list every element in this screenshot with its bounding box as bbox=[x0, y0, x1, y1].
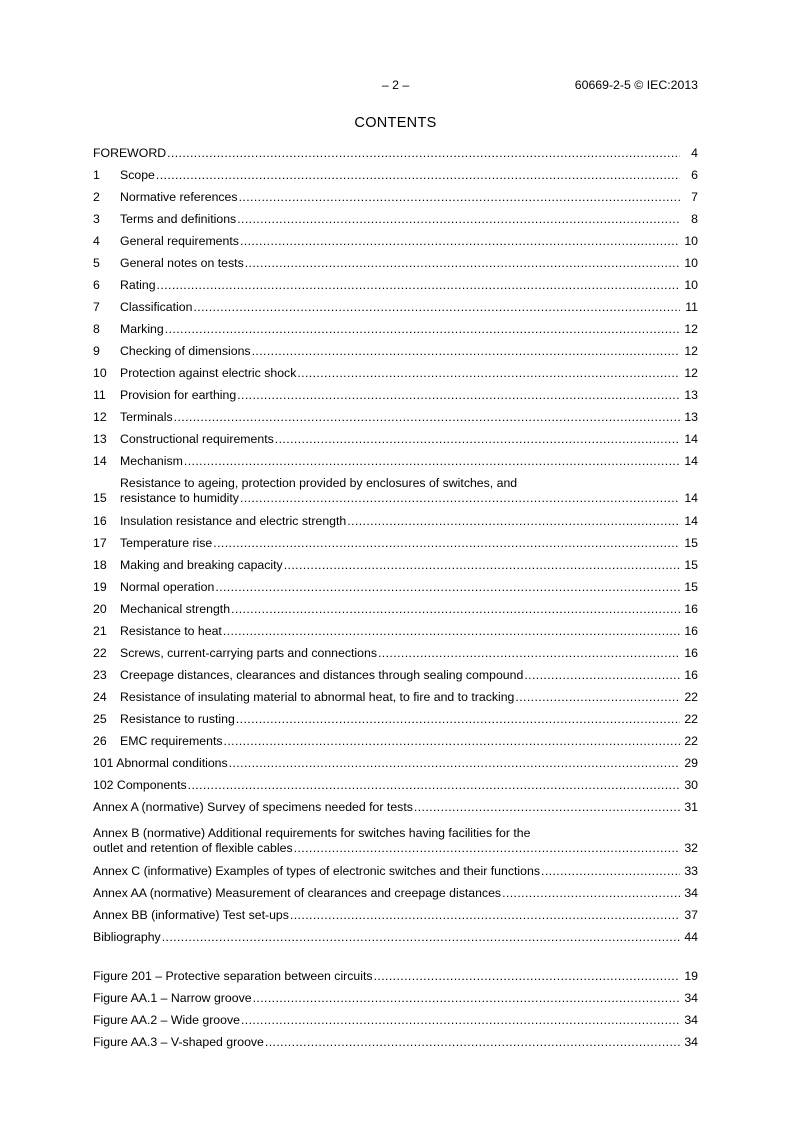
toc-entry-page: 4 bbox=[691, 146, 698, 160]
toc-entry[interactable] bbox=[93, 558, 698, 574]
dot-leader bbox=[237, 388, 680, 402]
dot-leader bbox=[502, 886, 680, 900]
toc-entry-title: Provision for earthing bbox=[120, 388, 237, 402]
toc-entry-number: 8 bbox=[93, 322, 100, 336]
dot-leader bbox=[347, 514, 680, 528]
page-number: – 2 – bbox=[381, 78, 410, 92]
toc-entry-number: 22 bbox=[93, 646, 107, 660]
toc-entry-title: Terminals bbox=[120, 410, 173, 424]
toc-entry-number: 17 bbox=[93, 536, 107, 550]
dot-leader bbox=[239, 190, 680, 204]
toc-entry[interactable] bbox=[93, 300, 698, 316]
toc-entry-title: Annex AA (normative) Measurement of clearances and creepage distances bbox=[93, 886, 502, 900]
toc-entry-title: Annex C (informative) Examples of types of electronic switches and their functions bbox=[93, 864, 540, 878]
toc-entry-page: 14 bbox=[684, 514, 698, 528]
toc-entry-page: 37 bbox=[684, 908, 698, 922]
toc-entry[interactable] bbox=[93, 930, 698, 946]
toc-entry-title: Insulation resistance and electric strength bbox=[120, 514, 347, 528]
dot-leader bbox=[297, 366, 680, 380]
toc-entry[interactable] bbox=[93, 908, 698, 924]
dot-leader bbox=[240, 234, 680, 248]
toc-entry-title: General notes on tests bbox=[120, 256, 244, 270]
toc-entry-page: 10 bbox=[684, 234, 698, 248]
dot-leader bbox=[245, 256, 680, 270]
dot-leader bbox=[215, 580, 680, 594]
toc-entry[interactable] bbox=[93, 410, 698, 426]
toc-entry-page: 12 bbox=[684, 344, 698, 358]
toc-entry[interactable] bbox=[93, 536, 698, 552]
toc-entry-page: 13 bbox=[684, 388, 698, 402]
dot-leader bbox=[223, 624, 680, 638]
toc-entry[interactable] bbox=[93, 432, 698, 448]
toc-entry-page: 16 bbox=[684, 624, 698, 638]
toc-entry-number: 23 bbox=[93, 668, 107, 682]
dot-leader bbox=[167, 146, 680, 160]
toc-entry-page: 22 bbox=[684, 712, 698, 726]
toc-entry-page: 10 bbox=[684, 256, 698, 270]
toc-entry[interactable] bbox=[93, 322, 698, 338]
toc-entry-title: Mechanism bbox=[120, 454, 183, 468]
toc-entry-page: 34 bbox=[684, 886, 698, 900]
toc-entry[interactable] bbox=[93, 1013, 698, 1029]
toc-entry[interactable] bbox=[93, 756, 698, 772]
toc-entry-number: 16 bbox=[93, 514, 107, 528]
toc-entry-page: 30 bbox=[684, 778, 698, 792]
toc-entry-page: 31 bbox=[684, 800, 698, 814]
dot-leader bbox=[188, 778, 680, 792]
toc-entry[interactable] bbox=[93, 278, 698, 294]
toc-entry-page: 34 bbox=[684, 991, 698, 1005]
toc-entry-number: 25 bbox=[93, 712, 107, 726]
toc-entry-page: 16 bbox=[684, 602, 698, 616]
toc-entry[interactable] bbox=[93, 580, 698, 596]
dot-leader bbox=[374, 969, 680, 983]
toc-entry[interactable] bbox=[93, 668, 698, 684]
toc-entry-page: 34 bbox=[684, 1013, 698, 1027]
toc-entry-number: 4 bbox=[93, 234, 100, 248]
toc-entry-title: Protection against electric shock bbox=[120, 366, 297, 380]
toc-entry-number: 21 bbox=[93, 624, 107, 638]
toc-entry-number: 1 bbox=[93, 168, 100, 182]
toc-entry-title: Figure AA.3 – V-shaped groove bbox=[93, 1035, 264, 1049]
page-header bbox=[93, 78, 698, 94]
toc-entry[interactable] bbox=[93, 190, 698, 206]
dot-leader bbox=[193, 300, 680, 314]
toc-entry-title: 102 Components bbox=[93, 778, 187, 792]
toc-entry-page: 12 bbox=[684, 322, 698, 336]
dot-leader bbox=[294, 841, 680, 855]
toc-entry-page: 13 bbox=[684, 410, 698, 424]
toc-entry-title: Making and breaking capacity bbox=[120, 558, 283, 572]
toc-entry-number: 24 bbox=[93, 690, 107, 704]
dot-leader bbox=[378, 646, 680, 660]
dot-leader bbox=[237, 212, 680, 226]
toc-entry-number: 7 bbox=[93, 300, 100, 314]
toc-entry-number: 19 bbox=[93, 580, 107, 594]
toc-entry-title: Terms and definitions bbox=[120, 212, 237, 226]
toc-entry-title: 101 Abnormal conditions bbox=[93, 756, 228, 770]
toc-entry-title: FOREWORD bbox=[93, 146, 167, 160]
dot-leader bbox=[184, 454, 680, 468]
toc-entry-title: Bibliography bbox=[93, 930, 161, 944]
toc-entry[interactable] bbox=[93, 234, 698, 250]
dot-leader bbox=[174, 410, 680, 424]
toc-entry[interactable] bbox=[93, 864, 698, 880]
dot-leader bbox=[165, 322, 680, 336]
toc-entry[interactable] bbox=[93, 1035, 698, 1051]
toc-entry-page: 19 bbox=[684, 969, 698, 983]
toc-entry-number: 6 bbox=[93, 278, 100, 292]
toc-entry-title: Normative references bbox=[120, 190, 238, 204]
toc-entry-title: outlet and retention of flexible cables bbox=[93, 841, 293, 855]
toc-entry[interactable] bbox=[93, 514, 698, 530]
toc-entry-page: 15 bbox=[684, 580, 698, 594]
dot-leader bbox=[290, 908, 680, 922]
toc-entry-number: 13 bbox=[93, 432, 107, 446]
document-reference: 60669-2-5 © IEC:2013 bbox=[574, 78, 698, 92]
toc-entry-number: 15 bbox=[93, 491, 107, 505]
dot-leader bbox=[156, 168, 680, 182]
toc-entry-page: 7 bbox=[691, 190, 698, 204]
toc-entry-title: Screws, current-carrying parts and connections bbox=[120, 646, 377, 660]
toc-entry-title: Temperature rise bbox=[120, 536, 213, 550]
toc-entry-number: 11 bbox=[93, 388, 106, 402]
dot-leader bbox=[157, 278, 680, 292]
dot-leader bbox=[524, 668, 680, 682]
toc-entry[interactable] bbox=[93, 991, 698, 1007]
toc-entry-page: 32 bbox=[684, 841, 698, 855]
dot-leader bbox=[241, 1013, 680, 1027]
toc-entry-number: 26 bbox=[93, 734, 107, 748]
toc-entry-number: 14 bbox=[93, 454, 107, 468]
toc-entry-number: 18 bbox=[93, 558, 107, 572]
toc-entry-page: 6 bbox=[691, 168, 698, 182]
toc-entry[interactable] bbox=[93, 476, 698, 507]
toc-entry-page: 14 bbox=[684, 454, 698, 468]
toc-entry-title: Resistance of insulating material to abnormal heat, to fire and to tracking bbox=[120, 690, 515, 704]
toc-entry-title: Rating bbox=[120, 278, 156, 292]
toc-entry[interactable] bbox=[93, 734, 698, 750]
toc-entry-title: Creepage distances, clearances and distances through sealing compound bbox=[120, 668, 524, 682]
toc-entry-title: Constructional requirements bbox=[120, 432, 274, 446]
toc-entry[interactable] bbox=[93, 212, 698, 228]
toc-entry-page: 22 bbox=[684, 690, 698, 704]
dot-leader bbox=[284, 558, 680, 572]
dot-leader bbox=[240, 491, 680, 505]
toc-entry-page: 14 bbox=[684, 491, 698, 505]
toc-entry-title: Scope bbox=[120, 168, 155, 182]
page-title: CONTENTS bbox=[354, 115, 437, 131]
toc-entry[interactable] bbox=[93, 800, 698, 816]
toc-entry-page: 34 bbox=[684, 1035, 698, 1049]
toc-entry-page: 11 bbox=[685, 300, 698, 314]
dot-leader bbox=[231, 602, 680, 616]
toc-entry-title: Annex BB (informative) Test set-ups bbox=[93, 908, 289, 922]
toc-entry[interactable] bbox=[93, 712, 698, 728]
toc-entry-title: Figure AA.1 – Narrow groove bbox=[93, 991, 252, 1005]
dot-leader bbox=[213, 536, 680, 550]
toc-entry-page: 16 bbox=[684, 668, 698, 682]
toc-entry-title: Mechanical strength bbox=[120, 602, 231, 616]
toc-entry[interactable] bbox=[93, 344, 698, 360]
toc-entry-title: resistance to humidity bbox=[120, 491, 239, 505]
toc-entry[interactable] bbox=[93, 826, 698, 857]
toc-entry-page: 8 bbox=[691, 212, 698, 226]
toc-entry-page: 10 bbox=[684, 278, 698, 292]
dot-leader bbox=[162, 930, 680, 944]
toc-entry[interactable] bbox=[93, 646, 698, 662]
dot-leader bbox=[275, 432, 680, 446]
toc-entry-number: 2 bbox=[93, 190, 100, 204]
toc-entry[interactable] bbox=[93, 146, 698, 162]
dot-leader bbox=[224, 734, 680, 748]
toc-entry-title: Resistance to heat bbox=[120, 624, 222, 638]
dot-leader bbox=[541, 864, 680, 878]
toc-entry[interactable] bbox=[93, 454, 698, 470]
toc-entry-title-line1: Resistance to ageing, protection provided by enclosures of switches, and bbox=[120, 476, 518, 490]
toc-entry[interactable] bbox=[93, 969, 698, 985]
toc-entry[interactable] bbox=[93, 366, 698, 382]
toc-entry-title: EMC requirements bbox=[120, 734, 223, 748]
dot-leader bbox=[265, 1035, 680, 1049]
toc-entry[interactable] bbox=[93, 388, 698, 404]
toc-entry-page: 22 bbox=[684, 734, 698, 748]
dot-leader bbox=[414, 800, 680, 814]
toc-entry-page: 12 bbox=[684, 366, 698, 380]
toc-entry-title: Annex A (normative) Survey of specimens needed for tests bbox=[93, 800, 413, 814]
toc-entry-number: 10 bbox=[93, 366, 107, 380]
toc-entry-page: 29 bbox=[684, 756, 698, 770]
toc-entry-title: Marking bbox=[120, 322, 164, 336]
toc-entry[interactable] bbox=[93, 624, 698, 640]
toc-entry-title: Resistance to rusting bbox=[120, 712, 235, 726]
toc-entry[interactable] bbox=[93, 168, 698, 184]
toc-entry-number: 3 bbox=[93, 212, 100, 226]
toc-entry[interactable] bbox=[93, 778, 698, 794]
toc-entry[interactable] bbox=[93, 602, 698, 618]
dot-leader bbox=[229, 756, 680, 770]
toc-entry-title: Normal operation bbox=[120, 580, 215, 594]
toc-entry-page: 44 bbox=[684, 930, 698, 944]
toc-entry[interactable] bbox=[93, 256, 698, 272]
dot-leader bbox=[253, 991, 680, 1005]
toc-entry-title: Figure 201 – Protective separation between circuits bbox=[93, 969, 373, 983]
toc-entry-title: Classification bbox=[120, 300, 193, 314]
dot-leader bbox=[252, 344, 680, 358]
toc-entry-page: 16 bbox=[684, 646, 698, 660]
toc-entry-title: Figure AA.2 – Wide groove bbox=[93, 1013, 240, 1027]
toc-entry-title: General requirements bbox=[120, 234, 239, 248]
toc-entry-title: Checking of dimensions bbox=[120, 344, 251, 358]
toc-entry-number: 9 bbox=[93, 344, 100, 358]
toc-entry-page: 33 bbox=[684, 864, 698, 878]
dot-leader bbox=[236, 712, 680, 726]
toc-entry-page: 15 bbox=[684, 536, 698, 550]
dot-leader bbox=[515, 690, 680, 704]
toc-entry[interactable] bbox=[93, 886, 698, 902]
toc-entry-page: 14 bbox=[684, 432, 698, 446]
toc-entry-number: 5 bbox=[93, 256, 100, 270]
toc-entry[interactable] bbox=[93, 690, 698, 706]
toc-entry-title-line1: Annex B (normative) Additional requirements for switches having facilities for the bbox=[93, 826, 531, 840]
toc-entry-number: 12 bbox=[93, 410, 107, 424]
toc-entry-page: 15 bbox=[684, 558, 698, 572]
toc-entry-number: 20 bbox=[93, 602, 107, 616]
